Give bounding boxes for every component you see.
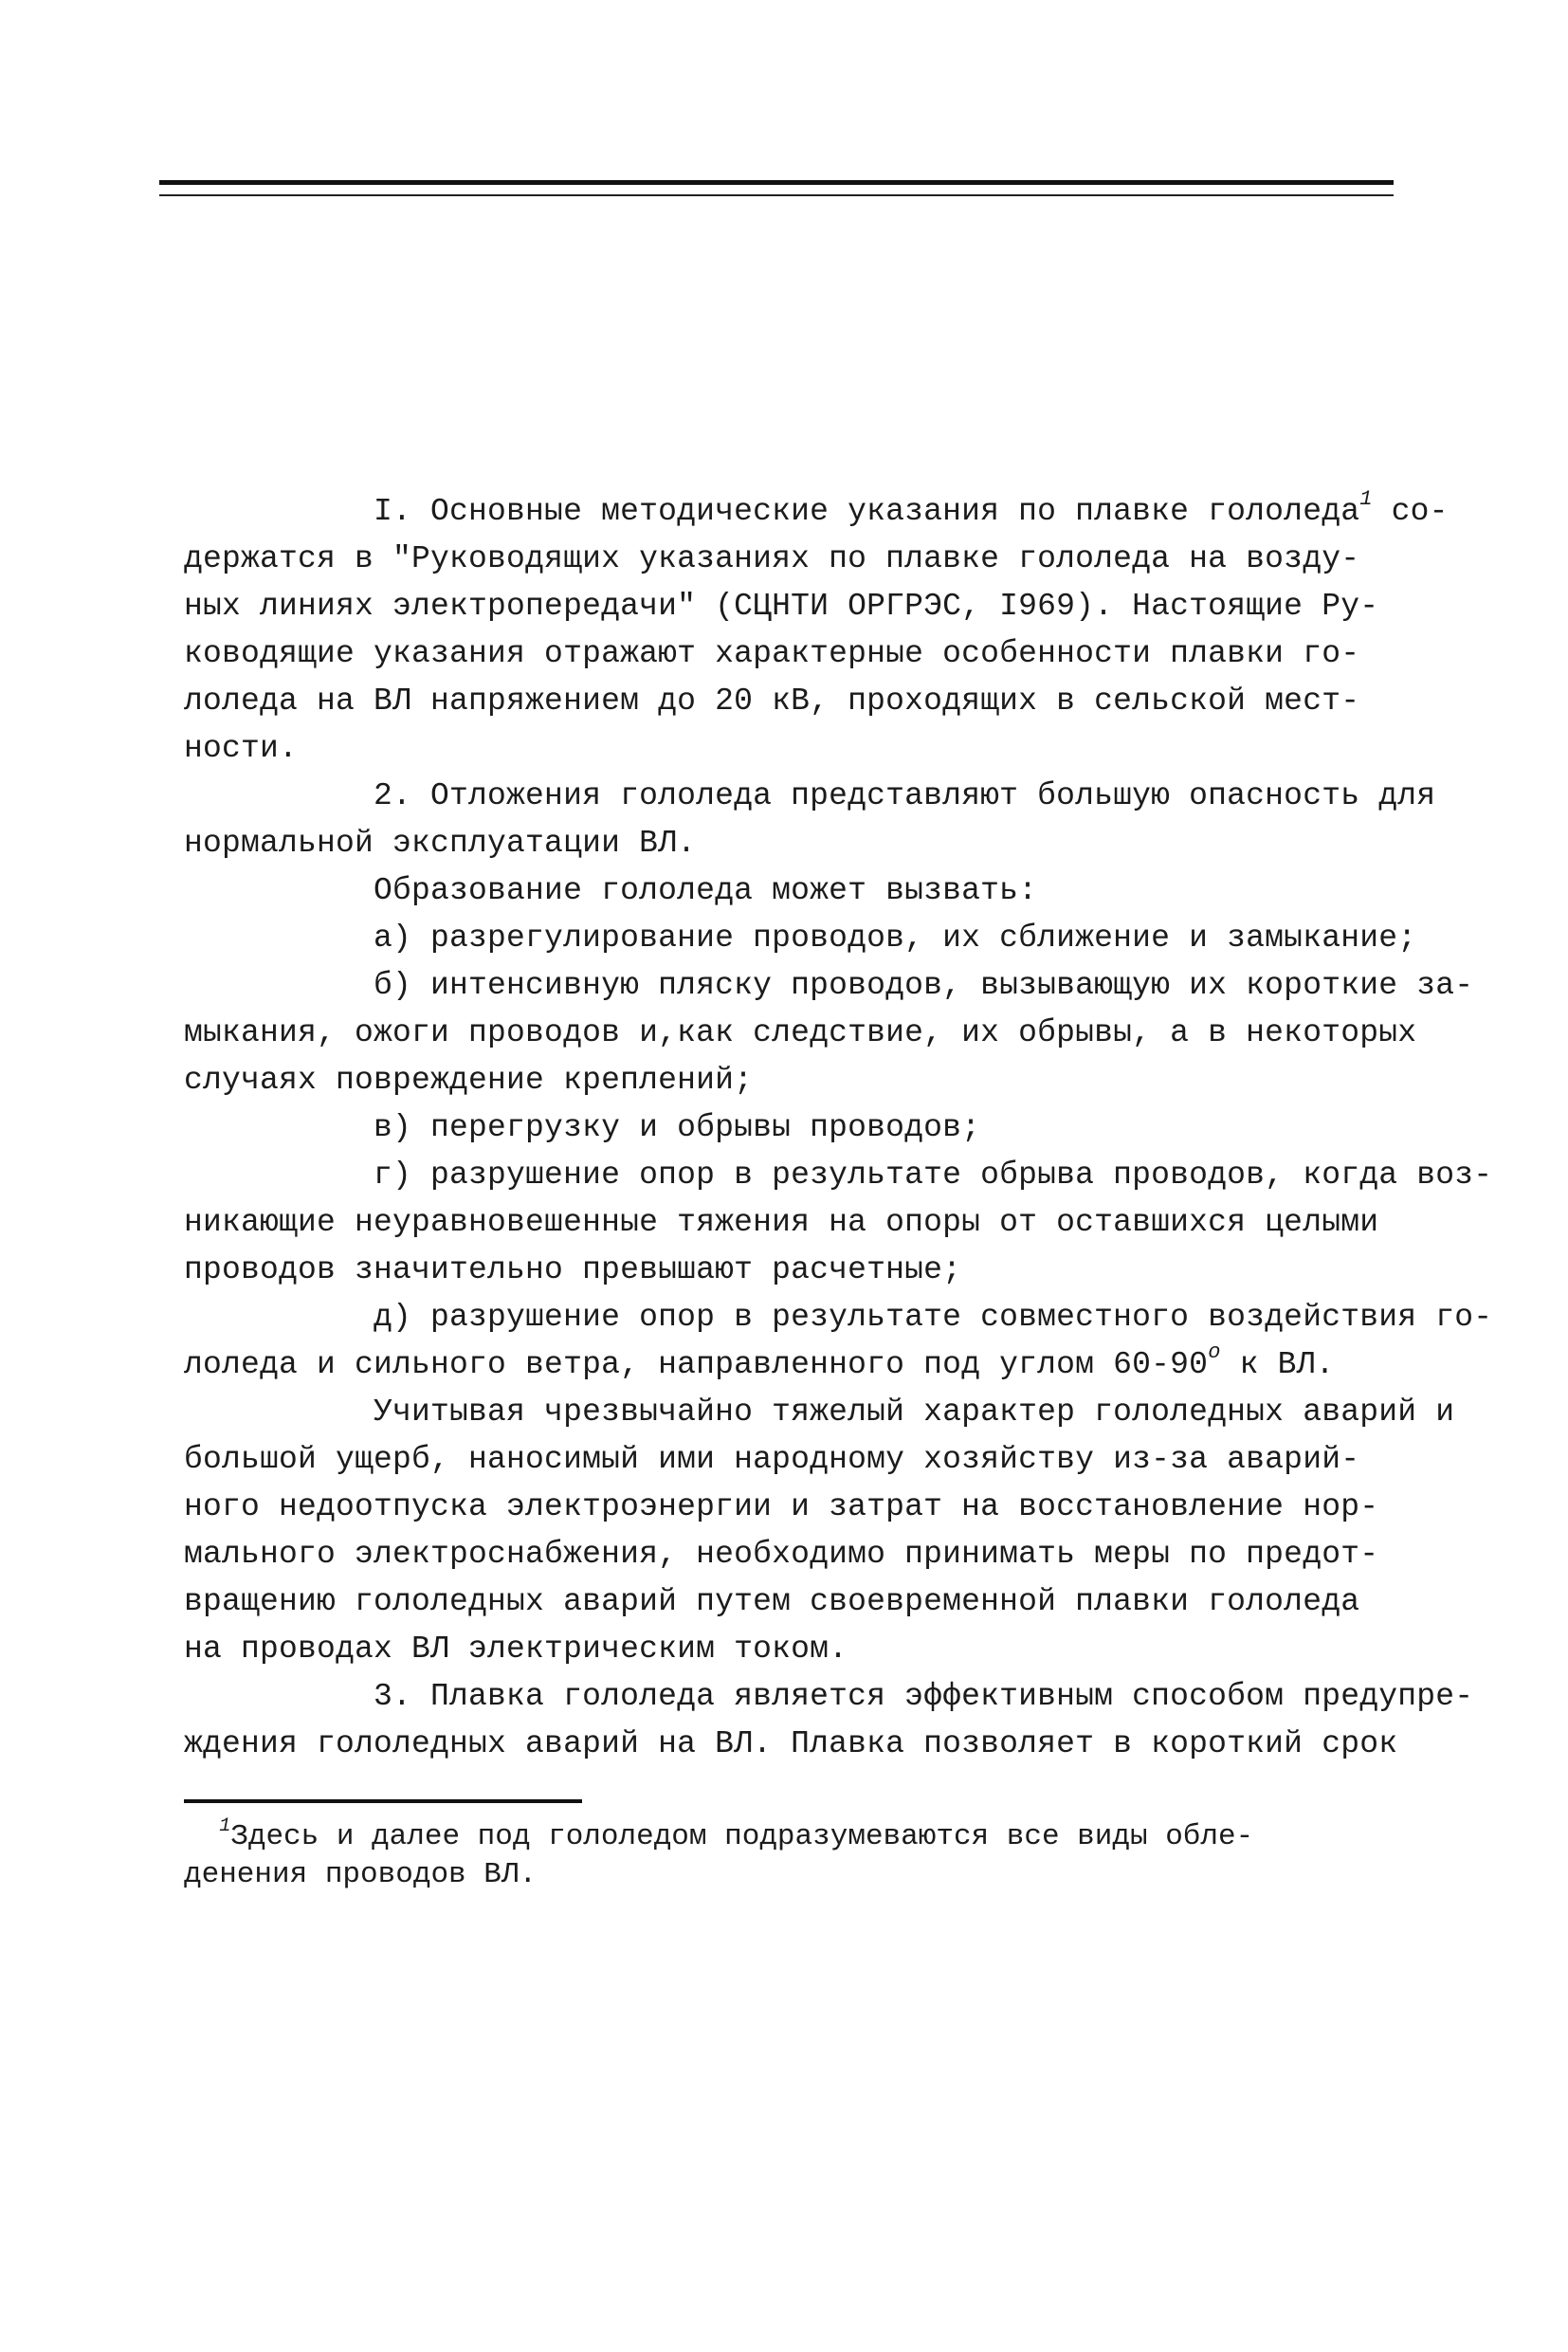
paragraph-2b-line: на проводах ВЛ электрическим током. (184, 1632, 848, 1667)
list-item-a: а) разрегулирование проводов, их сближение и замыкание; (184, 921, 1417, 956)
paragraph-2-line: нормальной эксплуатации ВЛ. (184, 826, 697, 861)
paragraph-2b-line: вращению гололедных аварий путем своевременной плавки гололеда (184, 1584, 1360, 1619)
paragraph-2-line: Образование гололеда может вызвать: (184, 873, 1038, 908)
list-item-d-cont: проводов значительно превышают расчетные; (184, 1252, 962, 1287)
paragraph-1-line: держатся в "Руководящих указаниях по плавке гололеда на возду- (184, 541, 1360, 576)
footnote (184, 1815, 1407, 1894)
footnote-line-2: денения проводов ВЛ. (184, 1858, 538, 1891)
degree-sign: о (1208, 1340, 1221, 1364)
paragraph-3-line: ждения гололедных аварий на ВЛ. Плавка позволяет в короткий срок (184, 1726, 1398, 1761)
paragraph-2b-line: большой ущерб, наносимый ими народному хозяйству из-за аварий- (184, 1442, 1360, 1477)
list-item-d: г) разрушение опор в результате обрыва проводов, когда воз- (184, 1158, 1493, 1193)
list-item-e: д) разрушение опор в результате совместного воздействия го- (184, 1300, 1493, 1335)
list-item-b-cont: случаях повреждение креплений; (184, 1063, 754, 1098)
body-text (184, 487, 1493, 1768)
list-item-b: б) интенсивную пляску проводов, вызывающую их короткие за- (184, 968, 1474, 1003)
list-item-b-cont: мыкания, ожоги проводов и,как следствие, их обрывы, а в некоторых (184, 1015, 1417, 1050)
footnote-separator (184, 1799, 582, 1803)
paragraph-3-line: 3. Плавка гололеда является эффективным способом предупре- (184, 1679, 1474, 1714)
list-item-e-cont: лоледа и сильного ветра, направленного под углом 60-90$^о$ к ВЛ. (184, 1340, 1335, 1382)
header-rule-thick (159, 180, 1394, 185)
paragraph-2-line: 2. Отложения гололеда представляют большую опасность для (184, 778, 1436, 813)
paragraph-2b-line: ного недоотпуска электроэнергии и затрат на восстановление нор- (184, 1489, 1379, 1524)
paragraph-1-line: ных линиях электропередачи" (СЦНТИ ОРГРЭС, I969). Настоящие Ру- (184, 589, 1379, 624)
footnote-mark: 1 (1359, 487, 1373, 511)
paragraph-2b-line: мального электроснабжения, необходимо принимать меры по предот- (184, 1537, 1379, 1572)
list-item-c: в) перегрузку и обрывы проводов; (184, 1110, 981, 1145)
footnote-line-1: $^1$Здесь и далее под гололедом подразумеваются все виды обле- (219, 1815, 1254, 1853)
footnote-mark: 1 (219, 1815, 231, 1837)
paragraph-1-line: ности. (184, 731, 299, 766)
header-rule-thin (159, 194, 1394, 196)
paragraph-1-line-1: I. Основные методические указания по плавке гололеда$^1$ со- (184, 487, 1449, 529)
paragraph-2b-line: Учитывая чрезвычайно тяжелый характер гололедных аварий и (184, 1395, 1455, 1430)
list-item-d-cont: никающие неуравновешенные тяжения на опоры от оставшихся целыми (184, 1205, 1379, 1240)
paragraph-1-line: ководящие указания отражают характерные особенности плавки го- (184, 636, 1360, 671)
paragraph-1-line: лоледа на ВЛ напряжением до 20 кВ, проходящих в сельской мест- (184, 684, 1360, 719)
